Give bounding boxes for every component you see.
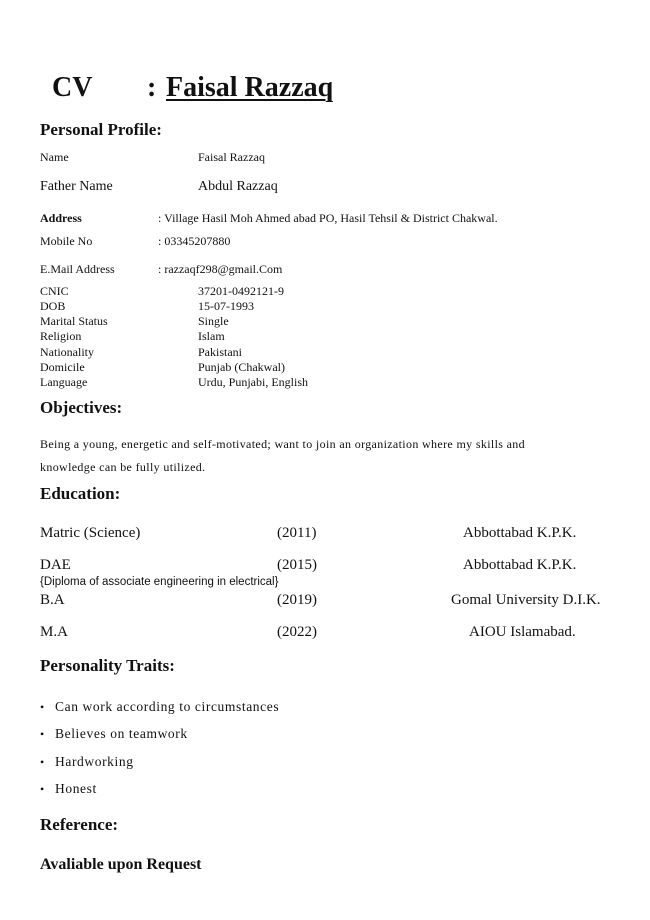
- marital-status-label: Marital Status: [40, 314, 108, 328]
- nationality-value: Pakistani: [198, 345, 242, 359]
- religion-label: Religion: [40, 329, 82, 343]
- bullet-icon: •: [40, 782, 45, 796]
- edu-year: (2019): [277, 592, 317, 608]
- father-name-value: Abdul Razzaq: [198, 179, 278, 194]
- trait-item: Can work according to circumstances: [55, 699, 280, 714]
- edu-year: (2022): [277, 624, 317, 640]
- edu-degree: M.A: [40, 624, 68, 640]
- title-separator: :: [147, 72, 157, 103]
- address-value: : Village Hasil Moh Ahmed abad PO, Hasil Tehsil & District Chakwal.: [158, 211, 498, 225]
- edu-institute: Gomal University D.I.K.: [451, 592, 601, 608]
- page-title: Faisal Razzaq: [166, 72, 334, 103]
- bullet-icon: •: [40, 727, 45, 741]
- trait-item: Believes on teamwork: [55, 726, 188, 741]
- email-value: : razzaqf298@gmail.Com: [158, 262, 283, 276]
- edu-year: (2015): [277, 557, 317, 573]
- objectives-heading: Objectives:: [40, 398, 123, 417]
- language-label: Language: [40, 375, 88, 389]
- religion-value: Islam: [198, 329, 225, 343]
- personal-profile-heading: Personal Profile:: [40, 120, 162, 139]
- domicile-value: Punjab (Chakwal): [198, 360, 285, 374]
- reference-text: Avaliable upon Request: [40, 856, 202, 873]
- dae-note: {Diploma of associate engineering in electrical}: [40, 576, 279, 588]
- address-label: Address: [40, 211, 82, 225]
- cv-label: CV: [52, 72, 93, 103]
- mobile-label: Mobile No: [40, 234, 93, 248]
- personality-traits-heading: Personality Traits:: [40, 656, 175, 675]
- trait-item: Honest: [55, 781, 97, 796]
- name-label: Name: [40, 150, 69, 164]
- edu-institute: AIOU Islamabad.: [469, 624, 576, 640]
- marital-status-value: Single: [198, 314, 229, 328]
- mobile-value: : 03345207880: [158, 234, 231, 248]
- reference-heading: Reference:: [40, 815, 119, 834]
- language-value: Urdu, Punjabi, English: [198, 375, 308, 389]
- edu-degree: B.A: [40, 592, 65, 608]
- bullet-icon: •: [40, 700, 45, 714]
- cnic-label: CNIC: [40, 284, 69, 298]
- edu-year: (2011): [277, 525, 317, 541]
- edu-institute: Abbottabad K.P.K.: [463, 525, 577, 541]
- objectives-line-2: knowledge can be fully utilized.: [40, 460, 206, 474]
- dob-value: 15-07-1993: [198, 299, 254, 313]
- dob-label: DOB: [40, 299, 66, 313]
- trait-item: Hardworking: [55, 754, 134, 769]
- email-label: E.Mail Address: [40, 262, 115, 276]
- edu-institute: Abbottabad K.P.K.: [463, 557, 577, 573]
- father-name-label: Father Name: [40, 179, 113, 194]
- edu-degree: DAE: [40, 557, 71, 573]
- name-value: Faisal Razzaq: [198, 150, 265, 164]
- education-heading: Education:: [40, 484, 121, 503]
- bullet-icon: •: [40, 755, 45, 769]
- edu-degree: Matric (Science): [40, 525, 141, 541]
- nationality-label: Nationality: [40, 345, 94, 359]
- domicile-label: Domicile: [40, 360, 85, 374]
- objectives-line-1: Being a young, energetic and self-motivated; want to join an organization where my skills and: [40, 437, 525, 451]
- cnic-value: 37201-0492121-9: [198, 284, 284, 298]
